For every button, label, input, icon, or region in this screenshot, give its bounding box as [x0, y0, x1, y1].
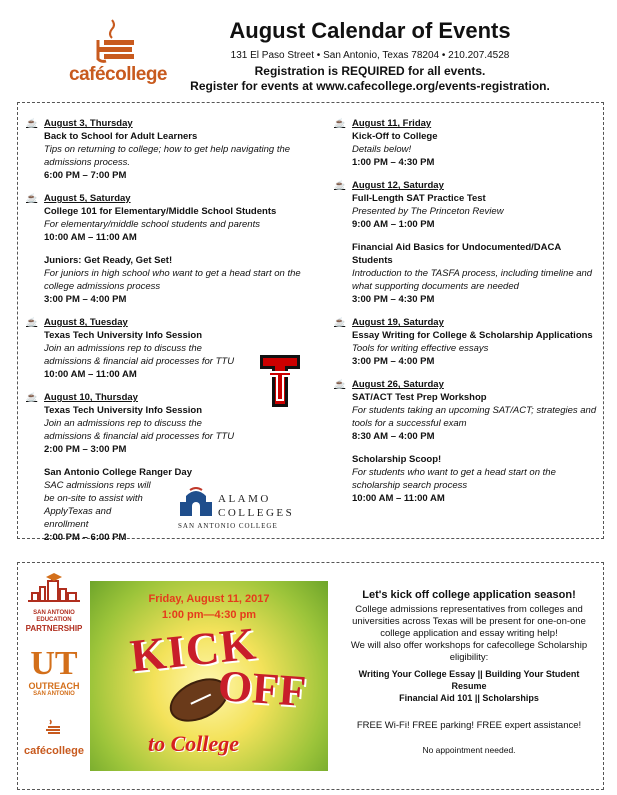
alamo-building-icon: [178, 486, 214, 518]
skyline-icon: [24, 571, 84, 605]
address-line: 131 El Paso Street • San Antonio, Texas 78204 • 210.207.4528: [230, 50, 510, 61]
partnership-line2: PARTNERSHIP: [25, 624, 83, 633]
event-time: 2:00 PM – 3:00 PM: [44, 444, 127, 455]
event-item: [334, 117, 600, 169]
event-description: Details below!: [352, 144, 412, 155]
coffee-bullet-icon: ☕: [334, 118, 346, 128]
event-date: August 3, Thursday: [44, 118, 133, 129]
calendar-right-column: [334, 117, 600, 515]
partnership-line1: SAN ANTONIO EDUCATION: [33, 610, 75, 623]
coffee-bullet-icon: ☕: [26, 118, 38, 128]
event-item: [334, 179, 600, 231]
event-title: San Antonio College Ranger Day: [44, 467, 192, 478]
event-date: August 19, Saturday: [352, 317, 444, 328]
event-time: 3:00 PM – 4:30 PM: [352, 294, 435, 305]
promo-text: [340, 589, 598, 756]
flyer-kick-text: KICK: [127, 617, 260, 682]
event-description: Presented by The Princeton Review: [352, 206, 504, 217]
event-title: Juniors: Get Ready, Get Set!: [44, 255, 173, 266]
event-item: [334, 316, 600, 368]
free-amenities: FREE Wi-Fi! FREE parking! FREE expert assistance!: [356, 720, 582, 731]
event-description: For elementary/middle school students and parents: [44, 219, 260, 230]
coffee-bullet-icon: ☕: [334, 317, 346, 327]
texas-tech-logo: [258, 353, 302, 409]
logo-wordmark: cafécollege: [69, 64, 167, 85]
event-title: SAT/ACT Test Prep Workshop: [352, 392, 487, 403]
page-header: [180, 18, 560, 94]
event-time: 3:00 PM – 4:00 PM: [352, 356, 435, 367]
event-time: 10:00 AM – 11:00 AM: [44, 232, 137, 243]
event-time: 2:00 PM – 6:00 PM: [44, 532, 127, 543]
promo-body-2: We will also offer workshops for cafecollege Scholarship eligibility:: [350, 640, 588, 663]
event-date: August 26, Saturday: [352, 379, 444, 390]
event-time: 10:00 AM – 11:00 AM: [352, 493, 445, 504]
event-item: [334, 453, 600, 505]
alamo-subtitle: SAN ANTONIO COLLEGE: [178, 522, 278, 530]
registration-note: Registration is REQUIRED for all events.: [254, 64, 486, 78]
registration-url[interactable]: Register for events at www.cafecollege.org/events-registration.: [190, 79, 550, 93]
event-time: 3:00 PM – 4:00 PM: [44, 294, 127, 305]
page-title: August Calendar of Events: [229, 18, 511, 43]
outreach-label: OUTREACH: [28, 681, 80, 691]
coffee-bullet-icon: ☕: [334, 180, 346, 190]
outreach-sub: SAN ANTONIO: [33, 691, 75, 697]
event-item: [26, 192, 311, 244]
coffee-bullet-icon: ☕: [26, 392, 38, 402]
event-date: August 8, Tuesday: [44, 317, 128, 328]
kickoff-flyer: [90, 581, 328, 771]
event-title: Back to School for Adult Learners: [44, 131, 198, 142]
alamo-name-line1: ALAMO: [218, 493, 271, 505]
event-description: For students who want to get a head start on the scholarship search process: [352, 467, 556, 491]
event-item: [334, 378, 600, 443]
event-time: 1:00 PM – 4:30 PM: [352, 157, 435, 168]
coffee-cup-icon: [62, 16, 174, 66]
event-title: Financial Aid Basics for Undocumented/DACA Students: [352, 242, 561, 266]
event-title: Essay Writing for College & Scholarship Applications: [352, 330, 593, 341]
event-item: [26, 254, 311, 306]
alamo-name-line2: COLLEGES: [218, 507, 295, 519]
kickoff-promo-box: [17, 562, 604, 790]
flyer-off-text: OFF: [216, 660, 308, 717]
promo-body-1: College admissions representatives from colleges and universities across Texas will be present for one-on-one college application and essay writing help!: [352, 604, 586, 639]
partner-logos: [24, 571, 84, 757]
event-description: For students taking an upcoming SAT/ACT; strategies and tools for a successful exam: [352, 405, 597, 429]
event-title: Full-Length SAT Practice Test: [352, 193, 486, 204]
event-title: College 101 for Elementary/Middle School Students: [44, 206, 277, 217]
event-description: SAC admissions reps will be on-site to assist with ApplyTexas and enrollment: [44, 480, 151, 530]
event-description: Tools for writing effective essays: [352, 343, 489, 354]
event-time: 8:30 AM – 4:00 PM: [352, 431, 435, 442]
coffee-bullet-icon: ☕: [334, 379, 346, 389]
event-title: Kick-Off to College: [352, 131, 438, 142]
coffee-bullet-icon: ☕: [26, 193, 38, 203]
calendar-box: [17, 102, 604, 543]
event-description: Join an admissions rep to discuss the admissions & financial aid processes for TTU: [44, 418, 235, 442]
event-time: 10:00 AM – 11:00 AM: [44, 369, 137, 380]
workshops-line-2: Financial Aid 101 || Scholarships: [399, 693, 539, 703]
workshops-line-1: Writing Your College Essay || Building Your Student Resume: [358, 669, 580, 691]
event-description: Introduction to the TASFA process, including timeline and what supporting documents are needed: [352, 268, 593, 292]
event-date: August 10, Thursday: [44, 392, 138, 403]
event-description: For juniors in high school who want to get a head start on the college admissions process: [44, 268, 301, 292]
event-title: Texas Tech University Info Session: [44, 405, 203, 416]
event-item: [26, 117, 311, 182]
event-time: 6:00 PM – 7:00 PM: [44, 170, 127, 181]
event-date: August 11, Friday: [352, 118, 432, 129]
event-description: Tips on returning to college; how to get help navigating the admissions process.: [44, 144, 291, 168]
event-date: August 12, Saturday: [352, 180, 444, 191]
cafecollege-logo: [62, 16, 174, 88]
no-appointment-note: No appointment needed.: [422, 745, 516, 755]
cafecollege-small-logo: cafécollege: [24, 745, 84, 757]
alamo-colleges-logo: [176, 486, 326, 534]
flyer-time: 1:00 pm—4:30 pm: [161, 609, 257, 621]
coffee-bullet-icon: ☕: [26, 317, 38, 327]
event-title: Texas Tech University Info Session: [44, 330, 203, 341]
event-description: Join an admissions rep to discuss the admissions & financial aid processes for TTU: [44, 343, 235, 367]
event-time: 9:00 AM – 1:00 PM: [352, 219, 435, 230]
flyer-to-college: to College: [148, 731, 240, 756]
promo-headline: Let's kick off college application season!: [362, 589, 576, 601]
flyer-date: Friday, August 11, 2017: [148, 593, 270, 605]
ut-logo: UT: [30, 645, 78, 682]
event-item: [334, 241, 600, 306]
event-date: August 5, Saturday: [44, 193, 131, 204]
coffee-cup-icon: [24, 718, 84, 741]
event-title: Scholarship Scoop!: [352, 454, 442, 465]
